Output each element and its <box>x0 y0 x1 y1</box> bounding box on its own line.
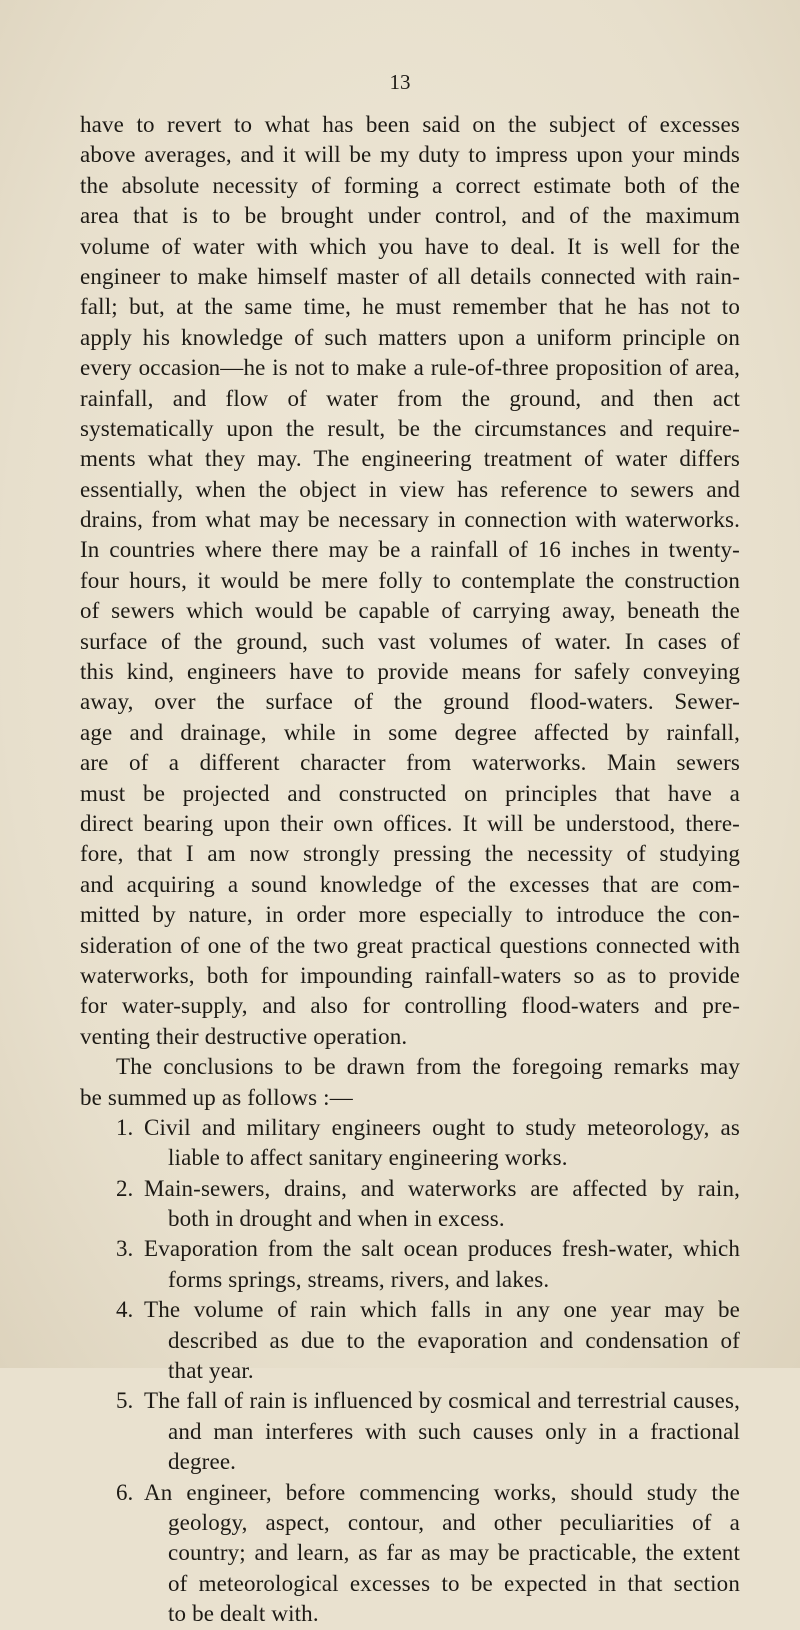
list-item-line: and man interferes with such causes only in a fractional <box>168 1418 740 1444</box>
list-item-line: of meteorological excesses to be expected in that section <box>168 1570 740 1596</box>
text-line: The conclusions to be drawn from the foregoing remarks may <box>116 1054 740 1080</box>
text-line: mitted by nature, in order more especially to introduce the con- <box>80 902 740 928</box>
list-item-line: described as due to the evaporation and condensation of <box>168 1327 740 1353</box>
conclusions-list <box>80 1113 740 1630</box>
text-line: four hours, it would be mere folly to contemplate the construction <box>80 567 740 593</box>
text-line: engineer to make himself master of all details connected with rain- <box>80 263 740 289</box>
list-item-number: 5. <box>116 1388 134 1414</box>
text-line: drains, from what may be necessary in connection with waterworks. <box>80 507 740 533</box>
list-item <box>80 1234 740 1295</box>
list-item-number: 6. <box>116 1479 134 1505</box>
text-line: age and drainage, while in some degree affected by rainfall, <box>80 719 740 745</box>
list-item-line: both in drought and when in excess. <box>168 1206 505 1232</box>
text-line: venting their destructive operation. <box>80 1023 408 1049</box>
text-line: rainfall, and flow of water from the ground, and then act <box>80 385 740 411</box>
text-line: this kind, engineers have to provide means for safely conveying <box>80 659 740 685</box>
list-item <box>80 1386 740 1477</box>
paragraph-main <box>80 110 740 1052</box>
text-line: essentially, when the object in view has reference to sewers and <box>80 476 740 502</box>
list-item-number: 4. <box>116 1297 134 1323</box>
list-item-number: 2. <box>116 1175 134 1201</box>
text-line: have to revert to what has been said on the subject of excesses <box>80 112 740 137</box>
text-line: for water-supply, and also for controlling flood-waters and pre- <box>80 993 740 1019</box>
text-line: fall; but, at the same time, he must remember that he has not to <box>80 294 740 320</box>
text-line: ments what they may. The engineering treatment of water differs <box>80 446 740 472</box>
page-number: 13 <box>389 70 411 94</box>
text-line: waterworks, both for impounding rainfall-waters so as to provide <box>80 962 740 988</box>
list-item-line: degree. <box>168 1449 237 1475</box>
list-item-line: forms springs, streams, rivers, and lakes. <box>168 1266 550 1292</box>
text-line: volume of water with which you have to deal. It is well for the <box>80 233 740 259</box>
paragraph-conclusions-intro <box>80 1052 740 1113</box>
list-item-line: that year. <box>168 1358 254 1384</box>
list-item-line: geology, aspect, contour, and other peculiarities of a <box>168 1509 740 1535</box>
text-line: direct bearing upon their own offices. It will be understood, there- <box>80 810 740 836</box>
list-item <box>80 1478 740 1630</box>
list-item-line: liable to affect sanitary engineering works. <box>168 1145 568 1171</box>
text-line: and acquiring a sound knowledge of the excesses that are com- <box>80 871 740 897</box>
list-item <box>80 1174 740 1235</box>
text-line: systematically upon the result, be the circumstances and require- <box>80 415 740 441</box>
list-item-line: Evaporation from the salt ocean produces fresh-water, which <box>144 1236 740 1262</box>
list-item-line: The fall of rain is influenced by cosmical and terrestrial causes, <box>144 1388 740 1414</box>
text-line: the absolute necessity of forming a correct estimate both of the <box>80 172 740 198</box>
text-line: be summed up as follows :— <box>80 1084 353 1110</box>
text-line: sideration of one of the two great practical questions connected with <box>80 932 740 958</box>
text-line: surface of the ground, such vast volumes of water. In cases of <box>80 628 740 654</box>
list-item <box>80 1295 740 1386</box>
text-line: apply his knowledge of such matters upon a uniform principle on <box>80 324 740 350</box>
list-item-number: 1. <box>116 1114 134 1140</box>
text-line: above averages, and it will be my duty to impress upon your minds <box>80 142 740 168</box>
text-line: away, over the surface of the ground flood-waters. Sewer- <box>80 689 740 715</box>
text-line: are of a different character from waterworks. Main sewers <box>80 750 740 776</box>
list-item-line: to be dealt with. <box>168 1601 319 1627</box>
list-item-line: An engineer, before commencing works, should study the <box>144 1479 740 1505</box>
list-item-line: Civil and military engineers ought to study meteorology, as <box>144 1114 740 1140</box>
text-line: every occasion—he is not to make a rule-of-three proposition of area, <box>80 355 740 381</box>
list-item <box>80 1113 740 1174</box>
list-item-line: country; and learn, as far as may be practicable, the extent <box>168 1540 740 1566</box>
text-line: fore, that I am now strongly pressing the necessity of studying <box>80 841 740 867</box>
text-line: In countries where there may be a rainfall of 16 inches in twenty- <box>80 537 740 563</box>
text-line: of sewers which would be capable of carrying away, beneath the <box>80 598 740 624</box>
text-line: must be projected and constructed on principles that have a <box>80 780 740 806</box>
list-item-number: 3. <box>116 1236 134 1262</box>
text-line: area that is to be brought under control, and of the maximum <box>80 203 740 229</box>
list-item-line: The volume of rain which falls in any one year may be <box>144 1297 740 1323</box>
list-item-line: Main-sewers, drains, and waterworks are affected by rain, <box>144 1175 740 1201</box>
page-text <box>80 110 740 1630</box>
